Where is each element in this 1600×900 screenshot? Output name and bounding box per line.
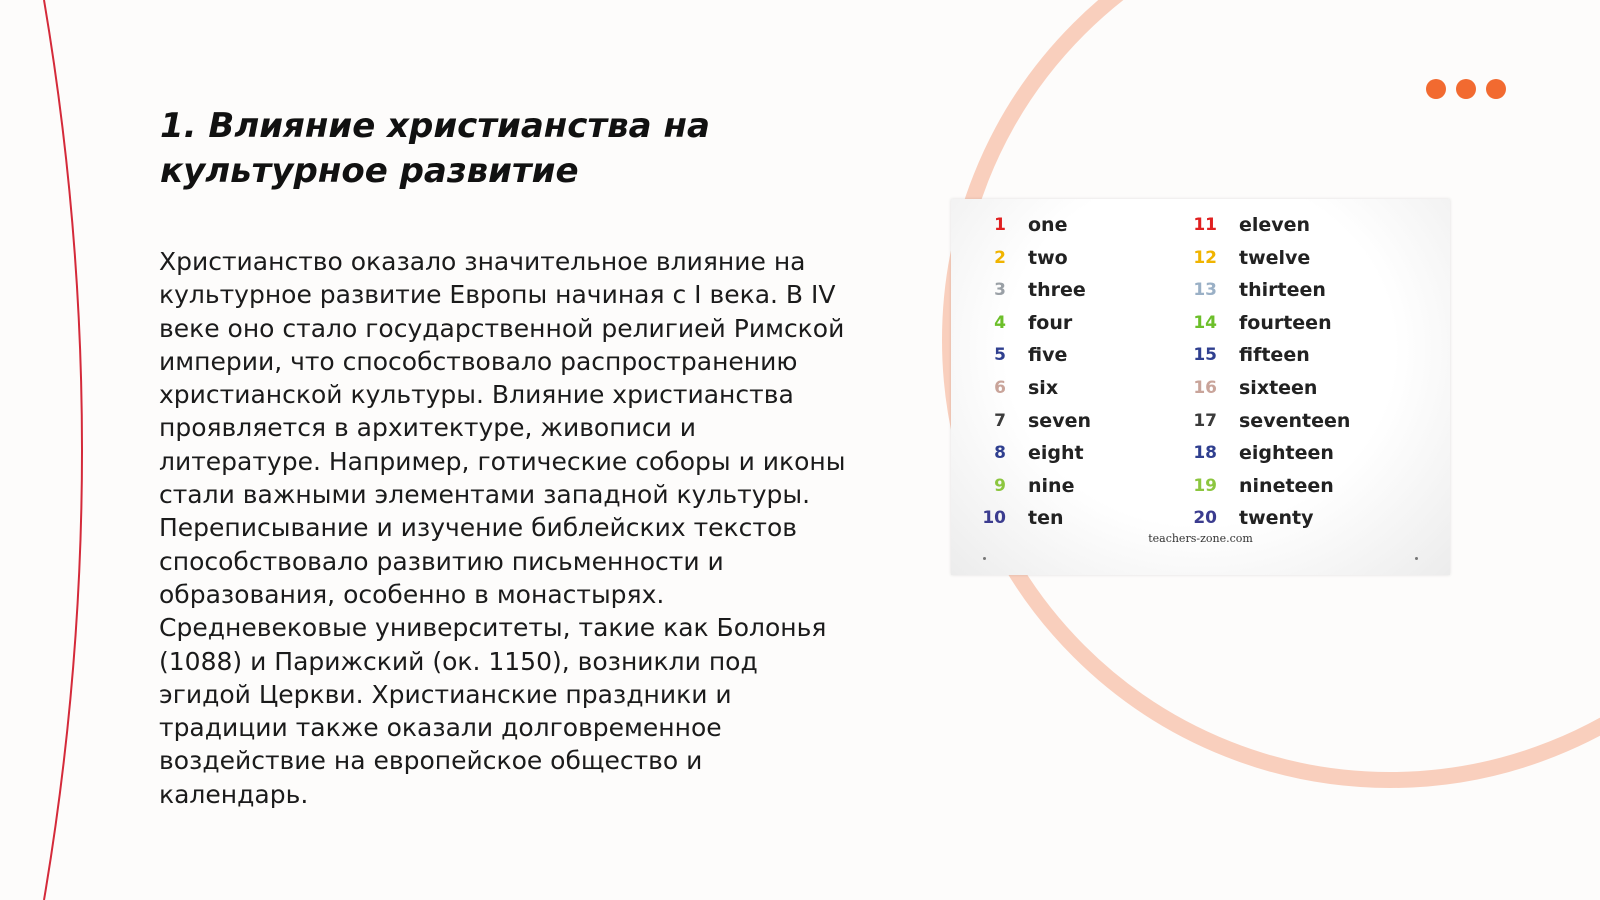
number-word: twenty: [1239, 507, 1314, 530]
number-word: eight: [1028, 442, 1084, 465]
image-speck: [1415, 557, 1418, 560]
number-row: [1187, 278, 1326, 302]
number-row: [976, 376, 1058, 400]
numbers-chart-image: [951, 199, 1450, 575]
dot-icon: [1456, 79, 1476, 99]
number-digit: 1: [994, 215, 1006, 235]
number-digit: 3: [994, 280, 1006, 301]
number-digit: 15: [1193, 345, 1217, 366]
number-word: one: [1028, 214, 1068, 236]
dot-icon: [1426, 79, 1446, 99]
number-digit: 2: [994, 247, 1006, 268]
number-word: thirteen: [1239, 279, 1326, 302]
number-row: [976, 343, 1067, 367]
number-row: [976, 441, 1084, 465]
number-digit: 5: [994, 345, 1006, 366]
number-digit: 4: [994, 312, 1006, 333]
number-word: fourteen: [1239, 311, 1332, 334]
dot-icon: [1486, 79, 1506, 99]
slide-title: 1. Влияние христианства на культурное развитие: [160, 106, 710, 191]
number-word: six: [1028, 377, 1059, 399]
number-word: ten: [1028, 507, 1064, 530]
number-row: [1187, 213, 1310, 237]
number-row: [976, 278, 1086, 302]
number-word: five: [1028, 344, 1068, 367]
number-row: [976, 506, 1064, 530]
number-word: seven: [1028, 409, 1091, 432]
number-digit: 14: [1193, 312, 1217, 333]
number-row: [976, 213, 1067, 237]
number-digit: 16: [1193, 378, 1217, 398]
number-digit: 6: [994, 378, 1006, 398]
number-word: sixteen: [1239, 377, 1318, 399]
number-word: eleven: [1239, 214, 1311, 236]
number-digit: 8: [994, 443, 1006, 464]
decorative-dots: [1426, 79, 1506, 99]
number-row: [1187, 311, 1332, 335]
number-digit: 11: [1193, 215, 1217, 235]
number-digit: 10: [982, 508, 1006, 529]
number-word: three: [1028, 279, 1086, 302]
number-row: [1187, 474, 1334, 498]
number-digit: 20: [1193, 508, 1217, 529]
number-word: four: [1028, 311, 1073, 334]
number-digit: 9: [994, 475, 1006, 496]
image-speck: [983, 557, 986, 560]
number-word: fifteen: [1239, 344, 1310, 367]
decorative-left-line: [44, 0, 82, 900]
number-digit: 17: [1193, 410, 1217, 431]
number-word: nineteen: [1239, 474, 1334, 497]
number-row: [1187, 376, 1317, 400]
number-row: [976, 311, 1072, 335]
number-row: [1187, 246, 1310, 270]
number-row: [976, 409, 1091, 433]
number-digit: 18: [1193, 443, 1217, 464]
number-digit: 7: [994, 410, 1006, 431]
number-row: [1187, 409, 1350, 433]
number-word: nine: [1028, 474, 1075, 497]
number-word: seventeen: [1239, 409, 1351, 432]
image-credit: teachers-zone.com: [1148, 532, 1253, 545]
number-digit: 12: [1193, 247, 1217, 268]
number-word: eighteen: [1239, 442, 1334, 465]
slide-body-text: Христианство оказало значительное влияние на культурное развитие Европы начиная с I века. В IV веке оно стало государственной религией Римской империи, что способствовало распространению христианской культуры. Влияние христианства проявляется в архитектуре, живописи и литературе. Например, готические соборы и иконы стали важными элементами западной культуры. Переписывание и изучение библейских текстов способствовало развитию письменности и образования, особенно в монастырях. Средневековые университеты, такие как Болонья (1088) и Парижский (ок. 1150), возникли под эгидой Церкви. Христианские праздники и традиции также оказали долговременное воздействие на европейское общество и календарь.: [159, 247, 846, 809]
number-digit: 13: [1193, 280, 1217, 301]
number-row: [1187, 441, 1334, 465]
number-row: [1187, 506, 1314, 530]
number-row: [1187, 343, 1310, 367]
number-row: [976, 474, 1074, 498]
number-row: [976, 246, 1068, 270]
number-word: two: [1028, 246, 1068, 269]
number-digit: 19: [1193, 475, 1217, 496]
number-word: twelve: [1239, 246, 1311, 269]
